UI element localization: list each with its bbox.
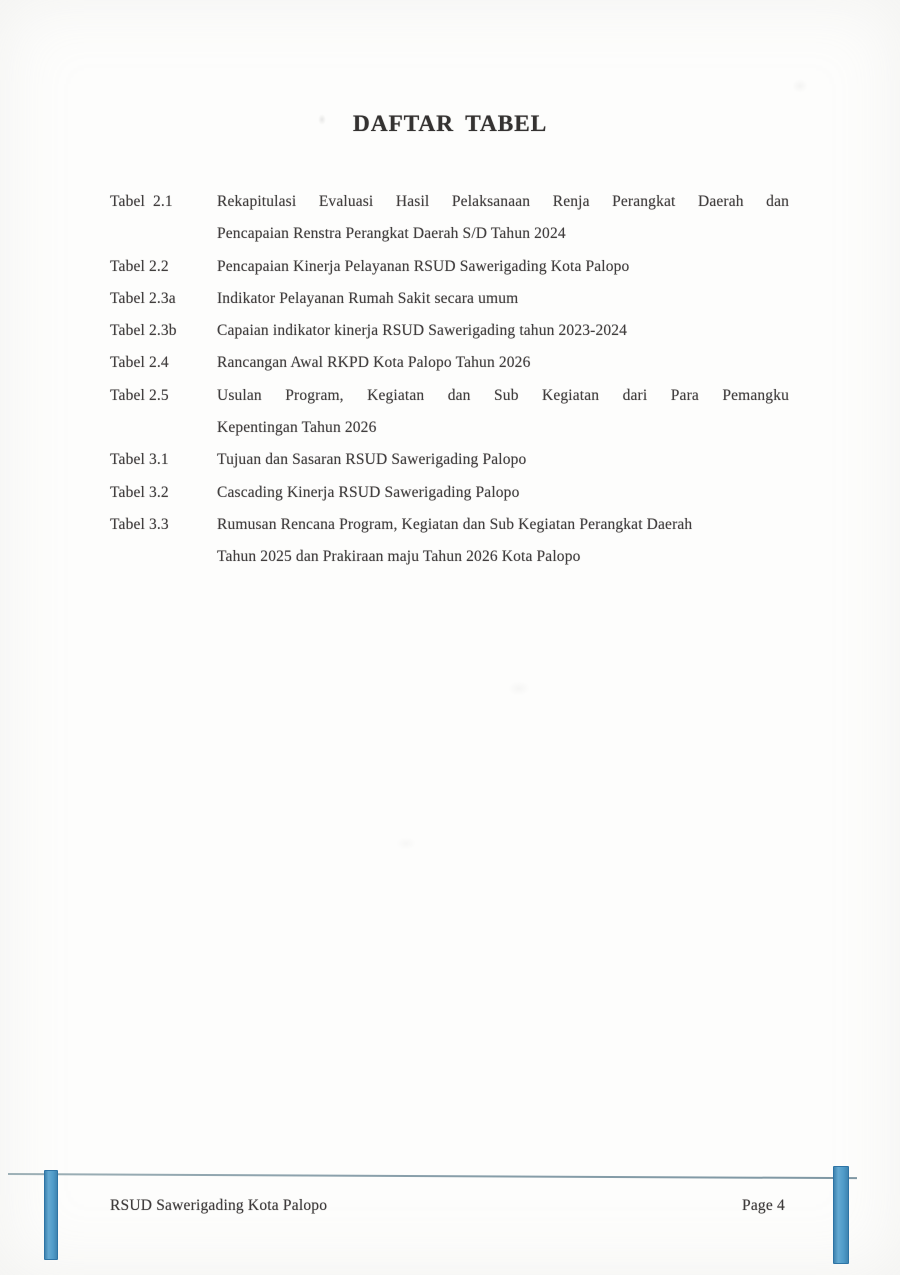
footer-page-number: Page 4 (742, 1197, 785, 1214)
toc-entry (110, 186, 789, 251)
toc-entry-line: Rekapitulasi Evaluasi Hasil Pelaksanaan Renja Perangkat Daerah dan (217, 193, 789, 210)
toc-entry-description (217, 315, 789, 347)
table-of-tables-list (110, 186, 789, 574)
toc-entry (110, 283, 789, 315)
toc-entry (110, 444, 789, 476)
scan-artifact (396, 837, 416, 850)
toc-entry-label: Tabel 2.5 (110, 386, 169, 404)
toc-entry (110, 477, 789, 509)
toc-entry-label: Tabel 2.1 (110, 193, 173, 210)
footer-document-title: RSUD Sawerigading Kota Palopo (110, 1197, 328, 1214)
toc-entry-line: Capaian indikator kinerja RSUD Sawerigading tahun 2023-2024 (217, 322, 628, 340)
toc-entry-line: Rancangan Awal RKPD Kota Palopo Tahun 2026 (217, 354, 531, 372)
toc-entry-line: Usulan Program, Kegiatan dan Sub Kegiatan dari Para Pemangku (217, 386, 789, 404)
toc-entry (110, 380, 789, 445)
toc-entry-label: Tabel 3.1 (110, 451, 169, 469)
toc-entry-line: Kepentingan Tahun 2026 (217, 419, 377, 437)
toc-entry-description (217, 186, 789, 251)
toc-entry (110, 509, 789, 574)
toc-entry-label: Tabel 2.3a (110, 289, 176, 307)
toc-entry-description (217, 380, 789, 445)
toc-entry (110, 315, 789, 347)
footer-rule (8, 1173, 857, 1179)
toc-entry (110, 347, 789, 379)
toc-entry-line: Cascading Kinerja RSUD Sawerigading Palopo (217, 483, 520, 501)
toc-entry-line: Tahun 2025 dan Prakiraan maju Tahun 2026 Kota Palopo (217, 548, 581, 566)
toc-entry (110, 251, 789, 283)
toc-entry-line: Tujuan dan Sasaran RSUD Sawerigading Palopo (217, 451, 527, 469)
scan-artifact (792, 79, 808, 93)
toc-entry-description (217, 444, 789, 476)
toc-entry-label: Tabel 3.2 (110, 483, 169, 501)
page-title: DAFTAR TABEL (352, 111, 548, 137)
toc-entry-description (217, 251, 789, 283)
toc-entry-line: Indikator Pelayanan Rumah Sakit secara umum (217, 289, 519, 307)
toc-entry-label: Tabel 3.3 (110, 515, 169, 533)
toc-entry-description (217, 283, 789, 315)
toc-entry-description (217, 347, 789, 379)
toc-entry-line: Pencapaian Kinerja Pelayanan RSUD Sawerigading Kota Palopo (217, 257, 630, 275)
footer-accent-bar-right (833, 1166, 849, 1264)
toc-entry-label: Tabel 2.4 (110, 354, 169, 372)
toc-entry-label: Tabel 2.3b (110, 322, 177, 340)
toc-entry-line: Rumusan Rencana Program, Kegiatan dan Sub Kegiatan Perangkat Daerah (217, 515, 693, 533)
toc-entry-line: Pencapaian Renstra Perangkat Daerah S/D Tahun 2024 (217, 225, 566, 243)
footer-accent-bar-left (44, 1170, 58, 1260)
toc-entry-label: Tabel 2.2 (110, 257, 169, 275)
scan-artifact (508, 681, 530, 696)
toc-entry-description (217, 509, 789, 574)
toc-entry-description (217, 477, 789, 509)
